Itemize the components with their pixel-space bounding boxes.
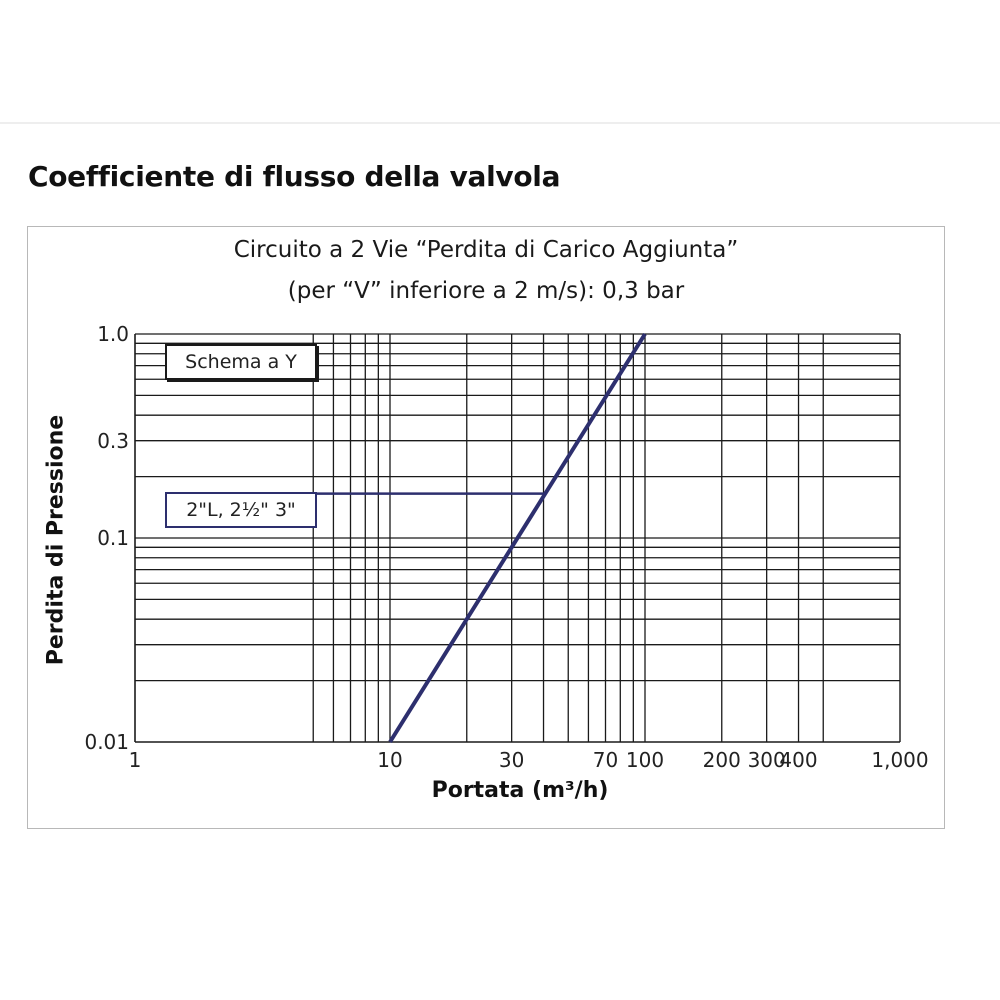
y-tick-label: 1.0 <box>97 322 129 346</box>
y-tick-label: 0.01 <box>84 730 129 754</box>
x-tick-label: 400 <box>779 748 818 772</box>
x-tick-label: 30 <box>498 748 525 772</box>
x-tick-label: 200 <box>702 748 741 772</box>
y-axis-label: Perdita di Pressione <box>43 414 69 666</box>
x-tick-label: 300 <box>747 748 786 772</box>
x-axis-label: Portata (m³/h) <box>431 778 609 803</box>
chart-title-line-2: (per “V” inferiore a 2 m/s): 0,3 bar <box>287 278 685 304</box>
x-tick-label: 1 <box>128 748 142 772</box>
y-tick-label: 0.3 <box>97 428 129 453</box>
y-tick-label: 0.1 <box>97 526 129 550</box>
section-title: Coefficiente di flusso della valvola <box>28 160 561 193</box>
x-tick-label: 10 <box>377 748 403 772</box>
annotation-schema: Schema a Y <box>165 344 317 380</box>
x-tick-label: 1,000 <box>871 748 929 772</box>
x-tick-label: 100 <box>625 748 665 772</box>
x-tick-label: 70 <box>592 748 619 772</box>
chart-title-line-1: Circuito a 2 Vie “Perdita di Carico Aggiunta” <box>233 237 739 263</box>
annotation-valve-size: 2"L, 2½" 3" <box>165 492 317 528</box>
